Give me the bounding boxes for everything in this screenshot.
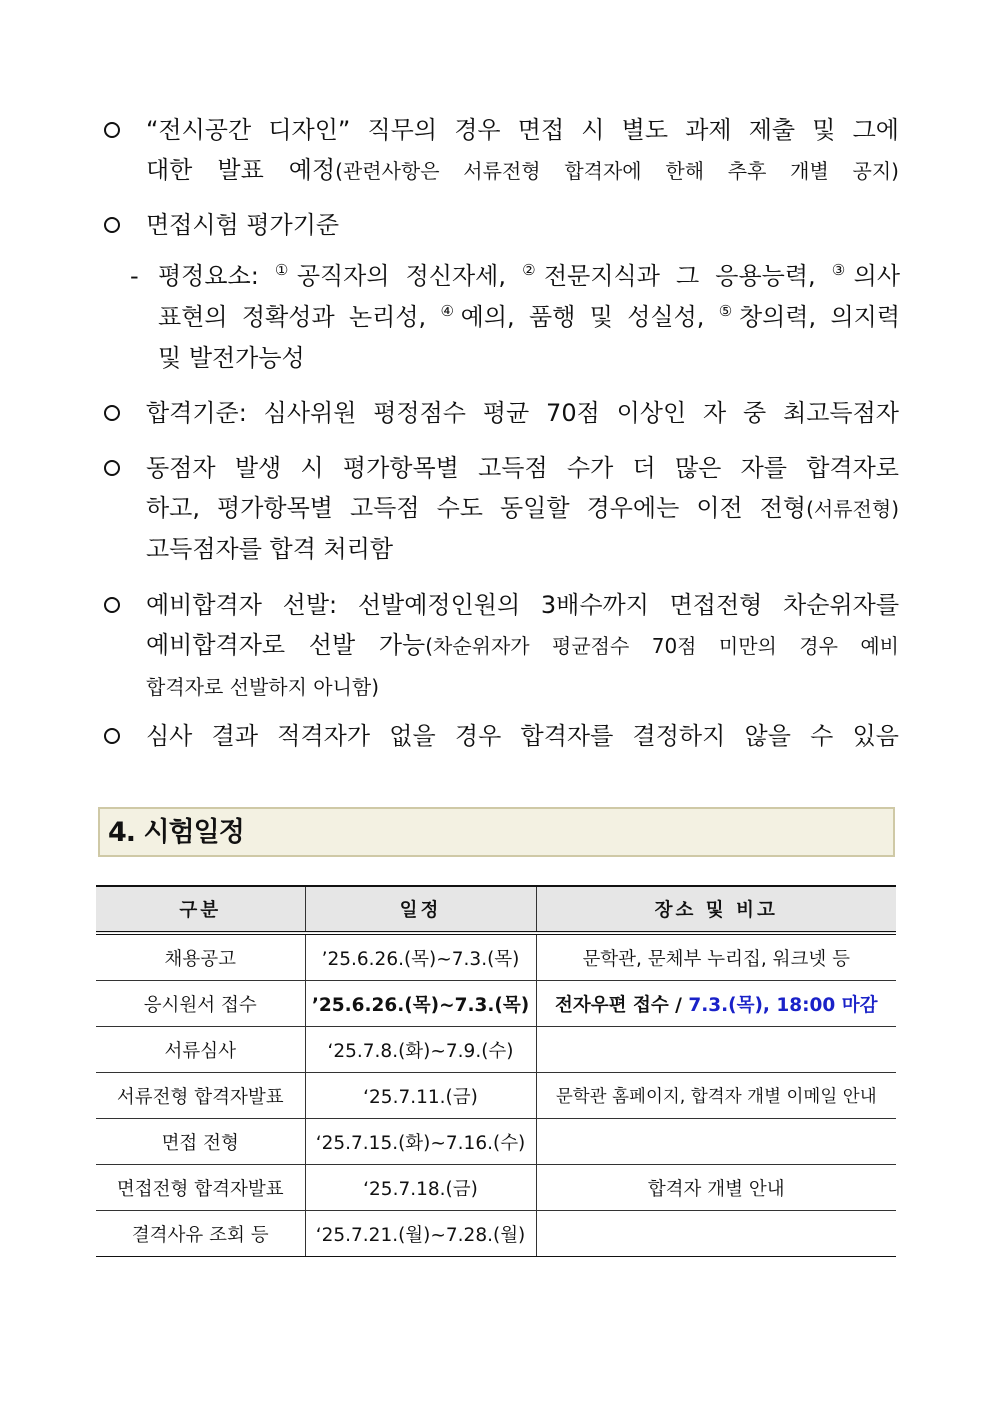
sub-text: 창의력, 의지력 bbox=[738, 303, 901, 331]
sub-text: 전문지식과 그 응용능력, bbox=[544, 262, 832, 290]
circled-number-4: ④ bbox=[440, 302, 461, 320]
header-schedule: 일정 bbox=[305, 886, 536, 933]
table-row bbox=[96, 1119, 896, 1165]
circled-number-1: ① bbox=[274, 261, 297, 279]
cell-category: 서류전형 합격자발표 bbox=[96, 1073, 305, 1119]
sub-text: 의사 bbox=[853, 262, 901, 290]
bullet-text: 합격기준: 심사위원 평정점수 평균 70점 이상인 자 중 최고득점자 bbox=[146, 399, 899, 427]
bullet-text: 고득점자를 합격 처리함 bbox=[146, 535, 394, 563]
cell-schedule: ‘25.7.11.(금) bbox=[305, 1073, 536, 1119]
bullet-note: (서류전형) bbox=[806, 497, 899, 521]
bullet-text: 심사 결과 적격자가 없을 경우 합격자를 결정하지 않을 수 있음 bbox=[146, 722, 899, 750]
table-row bbox=[96, 1073, 896, 1119]
circle-bullet-icon bbox=[104, 728, 120, 744]
bullet-interview-task bbox=[104, 110, 899, 191]
table-row bbox=[96, 1165, 896, 1211]
bullet-text: 면접시험 평가기준 bbox=[146, 211, 340, 239]
bullet-tie-rule bbox=[104, 448, 899, 569]
header-note: 장소 및 비고 bbox=[536, 886, 896, 933]
circle-bullet-icon bbox=[104, 460, 120, 476]
cell-note bbox=[536, 1119, 896, 1165]
cell-category: 면접 전형 bbox=[96, 1119, 305, 1165]
table-row bbox=[96, 933, 896, 981]
circled-number-2: ② bbox=[522, 261, 544, 279]
cell-note: 문학관, 문체부 누리집, 워크넷 등 bbox=[536, 933, 896, 981]
cell-note bbox=[536, 1211, 896, 1257]
cell-category: 응시원서 접수 bbox=[96, 981, 305, 1027]
cell-category: 채용공고 bbox=[96, 933, 305, 981]
sub-label: 평정요소: bbox=[158, 262, 275, 290]
section-title: 4. 시험일정 bbox=[98, 807, 895, 857]
sub-text: 및 발전가능성 bbox=[158, 344, 305, 372]
bullet-text: “전시공간 디자인” 직무의 경우 면접 시 별도 과제 제출 및 그에 bbox=[146, 116, 899, 144]
header-category: 구분 bbox=[96, 886, 305, 933]
table-row bbox=[96, 1211, 896, 1257]
cell-category: 면접전형 합격자발표 bbox=[96, 1165, 305, 1211]
table-row bbox=[96, 981, 896, 1027]
bullet-note: (차순위자가 평균점수 70점 미만의 경우 예비 bbox=[425, 634, 899, 658]
cell-schedule: ‘25.7.21.(월)~7.28.(월) bbox=[305, 1211, 536, 1257]
bullet-evaluation-criteria bbox=[104, 205, 899, 245]
bullet-text: 예비합격자로 선발 가능 bbox=[146, 631, 426, 659]
cell-category: 결격사유 조회 등 bbox=[96, 1211, 305, 1257]
bullet-text: 동점자 발생 시 평가항목별 고득점 수가 더 많은 자를 합격자로 bbox=[146, 454, 899, 482]
bullet-no-qualified bbox=[104, 716, 899, 756]
schedule-table bbox=[96, 885, 896, 1257]
circle-bullet-icon bbox=[104, 405, 120, 421]
deadline-text: 7.3.(목), 18:00 마감 bbox=[688, 994, 878, 1016]
cell-note: 문학관 홈페이지, 합격자 개별 이메일 안내 bbox=[536, 1073, 896, 1119]
cell-note bbox=[536, 1027, 896, 1073]
bullet-text: 예비합격자 선발: 선발예정인원의 3배수까지 면접전형 차순위자를 bbox=[146, 591, 899, 619]
bullet-note: 합격자로 선발하지 아니함) bbox=[146, 675, 380, 699]
bullet-pass-criteria bbox=[104, 393, 899, 433]
dash-marker: - bbox=[130, 262, 139, 290]
cell-schedule: ’25.6.26.(목)~7.3.(목) bbox=[305, 981, 536, 1027]
cell-schedule: ‘25.7.15.(화)~7.16.(수) bbox=[305, 1119, 536, 1165]
note-text: 전자우편 접수 / bbox=[555, 994, 689, 1016]
bullet-text: 하고, 평가항목별 고득점 수도 동일할 경우에는 이전 전형 bbox=[146, 494, 807, 522]
bullet-reserve-selection bbox=[104, 585, 899, 707]
table-header-row bbox=[96, 886, 896, 933]
circled-number-3: ③ bbox=[831, 261, 854, 279]
bullet-text: 대한 발표 예정 bbox=[146, 156, 336, 184]
circle-bullet-icon bbox=[104, 597, 120, 613]
sub-text: 예의, 품행 및 성실성, bbox=[460, 303, 719, 331]
sub-text: 공직자의 정신자세, bbox=[296, 262, 523, 290]
cell-category: 서류심사 bbox=[96, 1027, 305, 1073]
cell-schedule: ’25.6.26.(목)~7.3.(목) bbox=[305, 933, 536, 981]
cell-schedule: ‘25.7.8.(화)~7.9.(수) bbox=[305, 1027, 536, 1073]
evaluation-elements bbox=[130, 256, 900, 379]
circle-bullet-icon bbox=[104, 122, 120, 138]
cell-note: 합격자 개별 안내 bbox=[536, 1165, 896, 1211]
circle-bullet-icon bbox=[104, 217, 120, 233]
bullet-note: (관련사항은 서류전형 합격자에 한해 추후 개별 공지) bbox=[335, 159, 899, 183]
circled-number-5: ⑤ bbox=[718, 302, 739, 320]
cell-note bbox=[536, 981, 896, 1027]
cell-schedule: ‘25.7.18.(금) bbox=[305, 1165, 536, 1211]
sub-text: 표현의 정확성과 논리성, bbox=[158, 303, 441, 331]
table-row bbox=[96, 1027, 896, 1073]
